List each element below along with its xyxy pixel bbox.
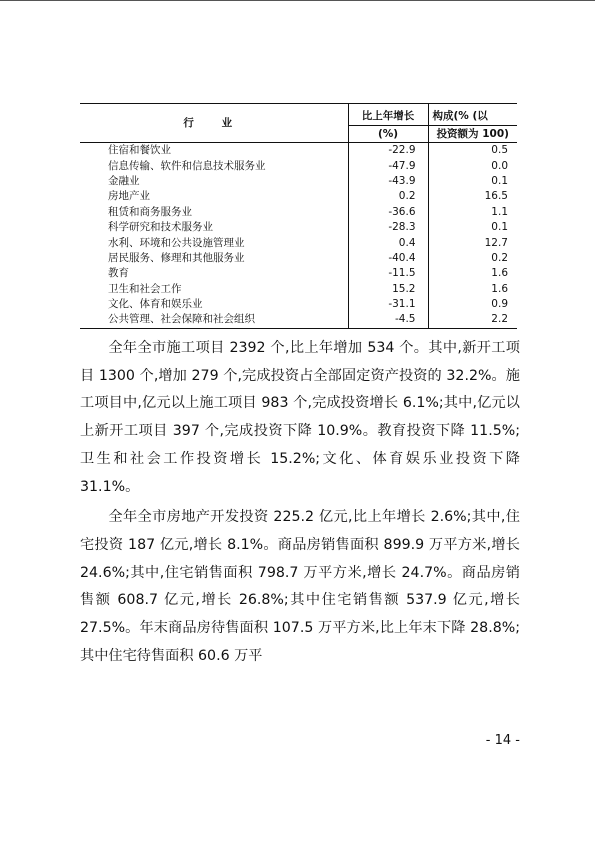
page-number: - 14 - [485, 733, 520, 748]
table-row [80, 205, 517, 220]
table-header [80, 104, 517, 143]
table-row [80, 158, 517, 173]
row-industry: 公共管理、社会保障和社会组织 [80, 312, 348, 328]
row-growth: 0.4 [348, 235, 428, 250]
table-row [80, 297, 517, 312]
row-industry: 信息传输、软件和信息技术服务业 [108, 159, 266, 172]
row-share: 1.6 [428, 282, 517, 297]
row-industry: 文化、体育和娱乐业 [108, 298, 203, 311]
row-industry: 水利、环境和公共设施管理业 [108, 236, 245, 249]
header-share: 构成(% (以 投资额为 100) [428, 104, 517, 143]
row-growth: -40.4 [348, 251, 428, 266]
row-share: 0.9 [428, 297, 517, 312]
row-industry: 房地产业 [108, 190, 150, 203]
table-row [80, 251, 517, 266]
row-industry: 教育 [108, 267, 129, 280]
row-industry: 科学研究和技术服务业 [108, 221, 213, 234]
table-row [80, 143, 517, 159]
row-share: 0.5 [428, 143, 517, 159]
table-row [80, 220, 517, 235]
row-industry: 住宿和餐饮业 [80, 143, 348, 159]
row-growth: 15.2 [348, 282, 428, 297]
row-share: 0.1 [428, 174, 517, 189]
paragraph-real-estate: 全年全市房地产开发投资 225.2 亿元,比上年增长 2.6%;其中,住宅投资 187 亿元,增长 8.1%。商品房销售面积 899.9 万平方米,增长 24.6%;其中,住宅销售面积 798.7 万平方米,增长 24.7%。商品房销售额 608.7 亿元,增长 26.8%;其中住宅销售额 537.9 亿元,增长 27.5%。年末商品房待售面积 107.5 万平方米,比上年末下降 28.8%;其中住宅待售面积 60.6 万平 [80, 509, 520, 664]
row-share: 1.1 [428, 205, 517, 220]
row-growth: -4.5 [348, 312, 428, 328]
row-growth: -43.9 [348, 174, 428, 189]
row-growth: -22.9 [348, 143, 428, 159]
row-growth: -47.9 [348, 158, 428, 173]
row-share: 1.6 [428, 266, 517, 281]
row-growth: -28.3 [348, 220, 428, 235]
row-share: 2.2 [428, 312, 517, 328]
table-row [80, 189, 517, 204]
row-share: 12.7 [428, 235, 517, 250]
table-row [80, 266, 517, 281]
row-industry: 卫生和社会工作 [108, 282, 182, 295]
table-row [80, 282, 517, 297]
investment-by-industry-table [80, 103, 517, 329]
row-share: 0.1 [428, 220, 517, 235]
row-share: 0.2 [428, 251, 517, 266]
row-share: 0.0 [428, 158, 517, 173]
row-industry: 租赁和商务服务业 [108, 205, 192, 218]
table-row [80, 235, 517, 250]
body-text [80, 335, 520, 673]
table-row [80, 312, 517, 328]
row-growth: -11.5 [348, 266, 428, 281]
table-body [80, 143, 517, 329]
row-growth: 0.2 [348, 189, 428, 204]
paragraph-construction-projects: 全年全市施工项目 2392 个,比上年增加 534 个。其中,新开工项目 1300 个,增加 279 个,完成投资占全部固定资产投资的 32.2%。施工项目中,亿元以上施工项目 983 个,完成投资增长 6.1%;其中,亿元以上新开工项目 397 个,完成投资下降 10.9%。教育投资下降 11.5%;卫生和社会工作投资增长 15.2%;文化、体育娱乐业投资下降 31.1%。 [80, 340, 520, 495]
row-share: 16.5 [428, 189, 517, 204]
header-industry: 行 业 [80, 104, 348, 143]
row-industry: 金融业 [108, 174, 140, 187]
row-industry: 居民服务、修理和其他服务业 [108, 251, 245, 264]
table-row [80, 174, 517, 189]
row-growth: -36.6 [348, 205, 428, 220]
top-border-line [0, 0, 595, 1]
header-growth: 比上年增长 (%) [348, 104, 428, 143]
row-growth: -31.1 [348, 297, 428, 312]
